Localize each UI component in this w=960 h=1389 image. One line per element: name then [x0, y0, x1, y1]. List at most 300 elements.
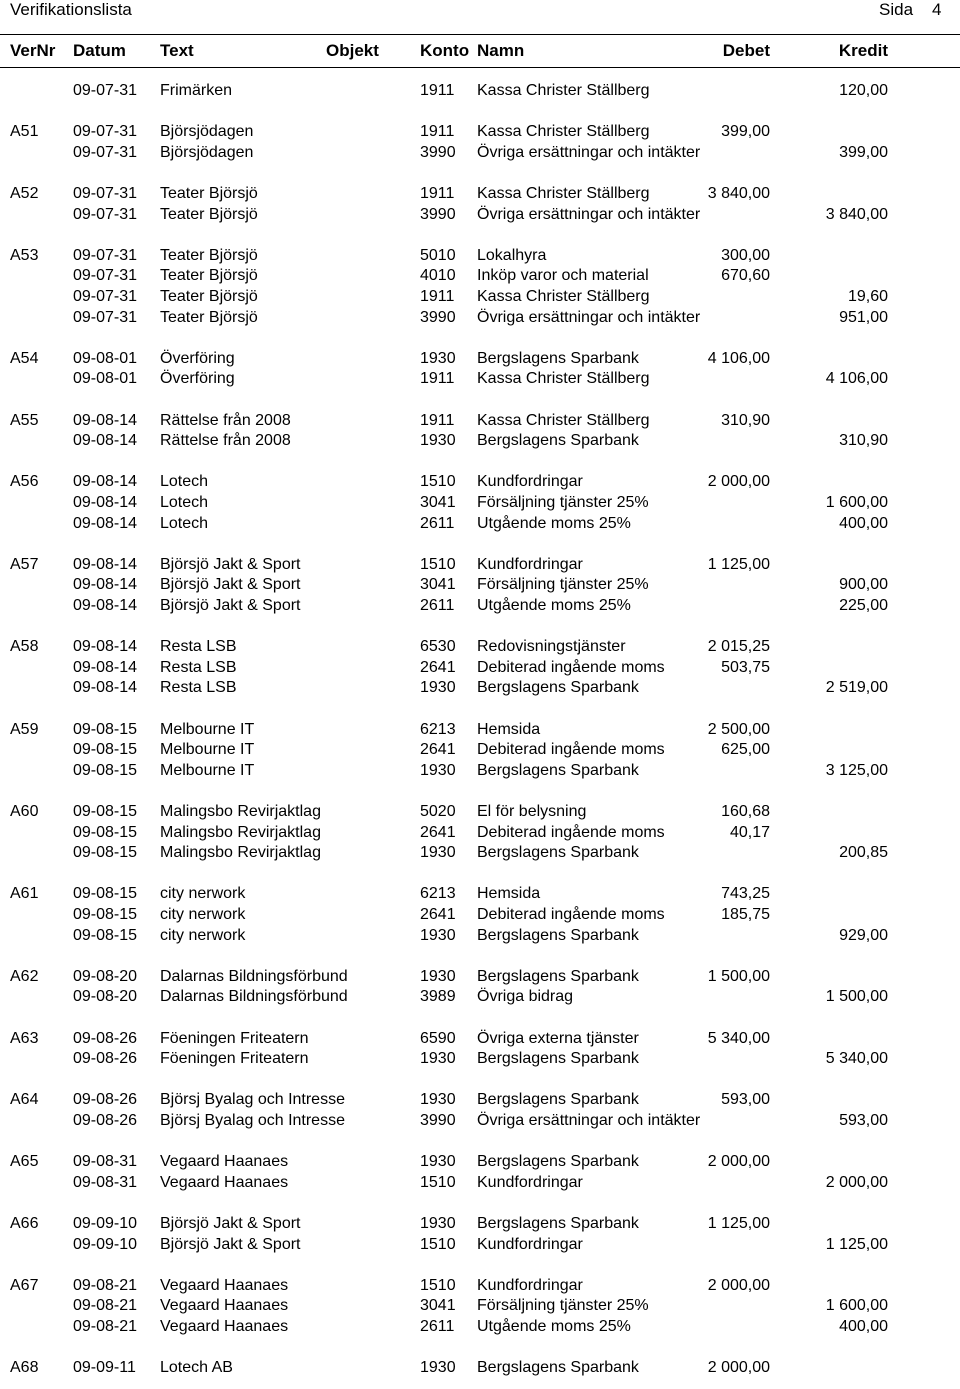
row-credit: 1 600,00 — [825, 494, 888, 511]
row-account: 1510 — [420, 556, 456, 573]
row-text: Teater Björsjö — [160, 206, 258, 223]
row-credit: 4 106,00 — [825, 370, 888, 387]
row-credit — [778, 720, 888, 740]
row-date: 09-08-21 — [73, 1277, 138, 1294]
row-text: Melbourne IT — [160, 741, 255, 758]
row-account-name: Bergslagens Sparbank — [477, 927, 639, 944]
row-credit: 120,00 — [839, 82, 888, 99]
row-text: Björsjödagen — [160, 144, 254, 161]
table-row — [0, 1173, 960, 1193]
row-text: Björsj Byalag och Intresse — [160, 1112, 345, 1129]
row-text: city nerwork — [160, 906, 246, 923]
row-account: 2611 — [420, 1318, 455, 1335]
row-account: 5020 — [420, 803, 456, 820]
row-date: 09-08-15 — [73, 906, 138, 923]
row-date: 09-07-31 — [73, 123, 138, 140]
voucher-number: A55 — [10, 412, 39, 429]
row-account-name: Bergslagens Sparbank — [477, 844, 639, 861]
row-text: Teater Björsjö — [160, 267, 258, 284]
row-text: Melbourne IT — [160, 721, 255, 738]
row-account-name: Kassa Christer Ställberg — [477, 412, 650, 429]
column-header-datum: Datum — [73, 41, 126, 60]
table-row — [0, 411, 960, 431]
row-debit — [660, 431, 770, 451]
row-date: 09-08-14 — [73, 432, 138, 449]
row-account: 1930 — [420, 1359, 456, 1376]
row-debit: 625,00 — [721, 741, 770, 758]
row-text: Vegaard Haanaes — [160, 1174, 289, 1191]
table-row — [0, 81, 960, 101]
row-account: 1510 — [420, 1277, 456, 1294]
row-account-name: Övriga ersättningar och intäkter — [477, 206, 701, 223]
row-credit — [778, 658, 888, 678]
table-row — [0, 246, 960, 266]
row-credit: 1 125,00 — [825, 1236, 888, 1253]
table-row — [0, 555, 960, 575]
row-date: 09-07-31 — [73, 144, 138, 161]
row-credit: 5 340,00 — [825, 1050, 888, 1067]
row-credit: 1 600,00 — [825, 1297, 888, 1314]
row-debit — [660, 369, 770, 389]
column-header-kredit: Kredit — [838, 41, 888, 60]
row-date: 09-08-15 — [73, 741, 138, 758]
row-text: Vegaard Haanaes — [160, 1153, 289, 1170]
row-text: Björsjö Jakt & Sport — [160, 576, 301, 593]
row-account: 6590 — [420, 1030, 456, 1047]
row-account: 2641 — [420, 659, 456, 676]
row-date: 09-08-21 — [73, 1318, 138, 1335]
row-text: Föeningen Friteatern — [160, 1050, 309, 1067]
voucher-number: A60 — [10, 803, 39, 820]
row-account-name: Bergslagens Sparbank — [477, 1050, 639, 1067]
row-account-name: Bergslagens Sparbank — [477, 432, 639, 449]
row-account-name: Övriga ersättningar och intäkter — [477, 309, 701, 326]
row-date: 09-08-01 — [73, 370, 138, 387]
row-account: 1930 — [420, 350, 456, 367]
row-debit: 185,75 — [721, 906, 770, 923]
table-row — [0, 1214, 960, 1234]
table-row — [0, 823, 960, 843]
row-account: 1930 — [420, 762, 456, 779]
table-row — [0, 514, 960, 534]
row-text: Dalarnas Bildningsförbund — [160, 988, 348, 1005]
row-text: city nerwork — [160, 885, 246, 902]
row-debit: 2 000,00 — [707, 1153, 770, 1170]
row-account-name: Utgående moms 25% — [477, 1318, 631, 1335]
row-account: 1930 — [420, 927, 456, 944]
table-row — [0, 1317, 960, 1337]
row-date: 09-08-14 — [73, 576, 138, 593]
row-credit — [778, 266, 888, 286]
row-account: 1911 — [420, 412, 455, 429]
table-row — [0, 678, 960, 698]
row-debit: 1 125,00 — [707, 556, 770, 573]
row-credit — [778, 905, 888, 925]
row-account-name: Debiterad ingående moms — [477, 659, 665, 676]
row-account: 6213 — [420, 885, 456, 902]
row-debit: 5 340,00 — [707, 1030, 770, 1047]
row-text: Björsjödagen — [160, 123, 254, 140]
table-row — [0, 287, 960, 307]
row-text: Resta LSB — [160, 659, 237, 676]
row-debit: 4 106,00 — [707, 350, 770, 367]
table-row — [0, 905, 960, 925]
row-credit: 399,00 — [839, 144, 888, 161]
row-account-name: El för belysning — [477, 803, 587, 820]
row-text: Malingsbo Revirjaktlag — [160, 803, 321, 820]
row-account-name: Kundfordringar — [477, 556, 583, 573]
table-row — [0, 122, 960, 142]
row-debit: 2 000,00 — [707, 473, 770, 490]
row-account-name: Övriga bidrag — [477, 988, 574, 1005]
table-row — [0, 802, 960, 822]
row-credit: 2 000,00 — [825, 1174, 888, 1191]
row-debit — [660, 761, 770, 781]
row-text: city nerwork — [160, 927, 246, 944]
voucher-number: A65 — [10, 1153, 39, 1170]
voucher-number: A58 — [10, 638, 39, 655]
row-date: 09-08-31 — [73, 1153, 138, 1170]
row-credit: 310,90 — [839, 432, 888, 449]
row-credit — [778, 884, 888, 904]
row-debit — [660, 1173, 770, 1193]
row-date: 09-07-31 — [73, 185, 138, 202]
row-credit — [778, 349, 888, 369]
table-row — [0, 1358, 960, 1378]
row-credit — [778, 1152, 888, 1172]
row-credit: 200,85 — [839, 844, 888, 861]
row-debit — [660, 926, 770, 946]
row-debit — [660, 143, 770, 163]
row-account-name: Bergslagens Sparbank — [477, 1359, 639, 1376]
row-account-name: Bergslagens Sparbank — [477, 679, 639, 696]
row-credit: 929,00 — [839, 927, 888, 944]
row-account: 2611 — [420, 597, 455, 614]
row-text: Resta LSB — [160, 638, 237, 655]
row-account-name: Kundfordringar — [477, 473, 583, 490]
table-row — [0, 369, 960, 389]
table-row — [0, 637, 960, 657]
row-debit — [660, 1317, 770, 1337]
row-date: 09-08-01 — [73, 350, 138, 367]
row-date: 09-08-15 — [73, 885, 138, 902]
table-row — [0, 205, 960, 225]
row-account-name: Bergslagens Sparbank — [477, 1153, 639, 1170]
row-account-name: Bergslagens Sparbank — [477, 1215, 639, 1232]
row-date: 09-08-14 — [73, 638, 138, 655]
row-account: 1510 — [420, 1236, 456, 1253]
row-account: 1911 — [420, 370, 455, 387]
row-debit: 2 500,00 — [707, 721, 770, 738]
row-debit — [660, 987, 770, 1007]
row-credit: 3 840,00 — [825, 206, 888, 223]
table-row — [0, 349, 960, 369]
row-account-name: Bergslagens Sparbank — [477, 1091, 639, 1108]
row-debit: 2 015,25 — [707, 638, 770, 655]
row-credit: 951,00 — [839, 309, 888, 326]
row-credit — [778, 1358, 888, 1378]
row-account: 1911 — [420, 185, 455, 202]
row-credit: 2 519,00 — [825, 679, 888, 696]
row-account: 1930 — [420, 844, 456, 861]
row-text: Lotech — [160, 473, 209, 490]
row-account-name: Kundfordringar — [477, 1236, 583, 1253]
row-text: Överföring — [160, 350, 235, 367]
row-debit: 300,00 — [721, 247, 770, 264]
table-row — [0, 431, 960, 451]
voucher-number: A57 — [10, 556, 39, 573]
row-account-name: Debiterad ingående moms — [477, 741, 665, 758]
row-credit: 400,00 — [839, 515, 888, 532]
row-credit — [778, 555, 888, 575]
voucher-number — [10, 81, 65, 101]
column-header-objekt: Objekt — [326, 41, 379, 60]
row-credit — [778, 1029, 888, 1049]
row-account-name: Kassa Christer Ställberg — [477, 123, 650, 140]
column-header-debet: Debet — [722, 41, 770, 60]
table-row — [0, 740, 960, 760]
column-header-konto: Konto — [420, 41, 470, 60]
row-date: 09-09-10 — [73, 1236, 138, 1253]
table-row — [0, 143, 960, 163]
row-date: 09-08-14 — [73, 494, 138, 511]
row-text: Vegaard Haanaes — [160, 1277, 289, 1294]
row-credit — [778, 1276, 888, 1296]
row-date: 09-07-31 — [73, 267, 138, 284]
row-text: Överföring — [160, 370, 235, 387]
row-account-name: Försäljning tjänster 25% — [477, 1297, 649, 1314]
row-text: Teater Björsjö — [160, 288, 258, 305]
row-account: 2641 — [420, 741, 456, 758]
table-row — [0, 987, 960, 1007]
row-debit — [660, 287, 770, 307]
row-account-name: Försäljning tjänster 25% — [477, 494, 649, 511]
row-debit: 743,25 — [721, 885, 770, 902]
row-text: Teater Björsjö — [160, 185, 258, 202]
row-text: Frimärken — [160, 82, 233, 99]
row-text: Björsjö Jakt & Sport — [160, 597, 301, 614]
row-text: Malingsbo Revirjaktlag — [160, 844, 321, 861]
row-debit — [660, 678, 770, 698]
row-account: 1911 — [420, 288, 455, 305]
row-date: 09-08-14 — [73, 556, 138, 573]
row-debit: 310,90 — [721, 412, 770, 429]
table-row — [0, 926, 960, 946]
row-date: 09-07-31 — [73, 206, 138, 223]
table-row — [0, 596, 960, 616]
row-date: 09-08-15 — [73, 762, 138, 779]
row-account-name: Hemsida — [477, 885, 541, 902]
row-account: 1930 — [420, 432, 456, 449]
row-debit — [660, 1296, 770, 1316]
table-row — [0, 308, 960, 328]
row-account-name: Bergslagens Sparbank — [477, 762, 639, 779]
row-credit: 1 500,00 — [825, 988, 888, 1005]
row-account: 6530 — [420, 638, 456, 655]
row-account-name: Hemsida — [477, 721, 541, 738]
row-account-name: Kundfordringar — [477, 1277, 583, 1294]
row-text: Björsjö Jakt & Sport — [160, 1215, 301, 1232]
row-account: 1930 — [420, 679, 456, 696]
row-account: 4010 — [420, 267, 456, 284]
voucher-number: A62 — [10, 968, 39, 985]
row-account: 1510 — [420, 1174, 456, 1191]
table-row — [0, 1296, 960, 1316]
row-date: 09-08-14 — [73, 473, 138, 490]
row-account: 5010 — [420, 247, 456, 264]
row-text: Föeningen Friteatern — [160, 1030, 309, 1047]
table-row — [0, 1090, 960, 1110]
row-debit: 593,00 — [721, 1091, 770, 1108]
row-credit: 19,60 — [847, 288, 888, 305]
row-account: 1510 — [420, 473, 456, 490]
row-credit — [778, 967, 888, 987]
report-title: Verifikationslista — [10, 0, 132, 19]
row-date: 09-08-15 — [73, 824, 138, 841]
row-account-name: Kundfordringar — [477, 1174, 583, 1191]
row-account: 3990 — [420, 309, 456, 326]
table-row — [0, 493, 960, 513]
row-debit: 670,60 — [721, 267, 770, 284]
row-date: 09-09-10 — [73, 1215, 138, 1232]
voucher-number: A53 — [10, 247, 39, 264]
table-row — [0, 967, 960, 987]
row-debit: 40,17 — [729, 824, 770, 841]
row-date: 09-08-14 — [73, 597, 138, 614]
row-account-name: Kassa Christer Ställberg — [477, 185, 650, 202]
row-text: Resta LSB — [160, 679, 237, 696]
row-date: 09-08-15 — [73, 803, 138, 820]
table-row — [0, 1029, 960, 1049]
voucher-number: A66 — [10, 1215, 39, 1232]
row-debit — [660, 1049, 770, 1069]
row-text: Björsjö Jakt & Sport — [160, 1236, 301, 1253]
row-date: 09-08-26 — [73, 1091, 138, 1108]
row-credit — [778, 472, 888, 492]
row-credit — [778, 823, 888, 843]
row-credit: 400,00 — [839, 1318, 888, 1335]
row-account-name: Debiterad ingående moms — [477, 906, 665, 923]
row-text: Lotech — [160, 494, 209, 511]
row-debit: 1 500,00 — [707, 968, 770, 985]
table-row — [0, 658, 960, 678]
row-date: 09-08-15 — [73, 927, 138, 944]
row-credit: 900,00 — [839, 576, 888, 593]
row-credit — [778, 411, 888, 431]
row-account-name: Försäljning tjänster 25% — [477, 576, 649, 593]
table-row — [0, 1235, 960, 1255]
voucher-number: A67 — [10, 1277, 39, 1294]
row-account: 1930 — [420, 968, 456, 985]
table-row — [0, 843, 960, 863]
table-row — [0, 472, 960, 492]
row-account: 1930 — [420, 1215, 456, 1232]
row-debit — [660, 596, 770, 616]
row-debit: 3 840,00 — [707, 185, 770, 202]
row-text: Melbourne IT — [160, 762, 255, 779]
row-text: Dalarnas Bildningsförbund — [160, 968, 348, 985]
row-date: 09-08-15 — [73, 844, 138, 861]
row-debit: 2 000,00 — [707, 1277, 770, 1294]
page-number: 4 — [932, 0, 942, 19]
row-account: 3989 — [420, 988, 456, 1005]
voucher-number: A59 — [10, 721, 39, 738]
column-header-text: Text — [160, 41, 194, 60]
row-text: Björsjö Jakt & Sport — [160, 556, 301, 573]
row-date: 09-08-26 — [73, 1030, 138, 1047]
row-account-name: Övriga ersättningar och intäkter — [477, 144, 701, 161]
row-text: Lotech AB — [160, 1359, 233, 1376]
voucher-number: A64 — [10, 1091, 39, 1108]
row-text: Vegaard Haanaes — [160, 1318, 289, 1335]
row-debit — [660, 575, 770, 595]
row-account: 6213 — [420, 721, 456, 738]
row-debit — [660, 205, 770, 225]
row-date: 09-08-26 — [73, 1112, 138, 1129]
row-debit — [660, 308, 770, 328]
row-account-name: Lokalhyra — [477, 247, 547, 264]
row-text: Rättelse från 2008 — [160, 412, 291, 429]
table-row — [0, 884, 960, 904]
row-text: Teater Björsjö — [160, 247, 258, 264]
table-row — [0, 1049, 960, 1069]
row-account: 3990 — [420, 144, 456, 161]
row-text: Malingsbo Revirjaktlag — [160, 824, 321, 841]
row-account-name: Kassa Christer Ställberg — [477, 82, 650, 99]
row-debit: 399,00 — [721, 123, 770, 140]
row-credit: 3 125,00 — [825, 762, 888, 779]
row-debit — [660, 493, 770, 513]
page-label: Sida — [879, 0, 914, 19]
row-debit: 1 125,00 — [707, 1215, 770, 1232]
row-debit — [660, 81, 770, 101]
row-account-name: Redovisningstjänster — [477, 638, 626, 655]
table-row — [0, 1152, 960, 1172]
voucher-number: A51 — [10, 123, 39, 140]
row-account-name: Övriga ersättningar och intäkter — [477, 1112, 701, 1129]
table-row — [0, 1276, 960, 1296]
voucher-number: A61 — [10, 885, 39, 902]
table-row — [0, 266, 960, 286]
row-account: 2641 — [420, 824, 456, 841]
row-text: Vegaard Haanaes — [160, 1297, 289, 1314]
row-date: 09-09-11 — [73, 1359, 136, 1376]
row-debit — [660, 843, 770, 863]
row-date: 09-08-31 — [73, 1174, 138, 1191]
row-date: 09-07-31 — [73, 309, 138, 326]
row-date: 09-08-26 — [73, 1050, 138, 1067]
row-credit — [778, 637, 888, 657]
row-debit: 503,75 — [721, 659, 770, 676]
row-date: 09-08-21 — [73, 1297, 138, 1314]
row-debit — [660, 514, 770, 534]
row-account-name: Debiterad ingående moms — [477, 824, 665, 841]
row-date: 09-08-20 — [73, 988, 138, 1005]
row-account: 3041 — [420, 1297, 456, 1314]
row-credit: 593,00 — [839, 1112, 888, 1129]
row-account: 3041 — [420, 576, 456, 593]
row-account-name: Utgående moms 25% — [477, 597, 631, 614]
row-date: 09-08-14 — [73, 659, 138, 676]
row-credit — [778, 1090, 888, 1110]
table-row — [0, 720, 960, 740]
row-debit — [660, 1111, 770, 1131]
row-account-name: Bergslagens Sparbank — [477, 968, 639, 985]
row-credit — [778, 740, 888, 760]
column-header-vernr: VerNr — [10, 41, 56, 60]
row-account-name: Kassa Christer Ställberg — [477, 288, 650, 305]
row-date: 09-08-14 — [73, 679, 138, 696]
